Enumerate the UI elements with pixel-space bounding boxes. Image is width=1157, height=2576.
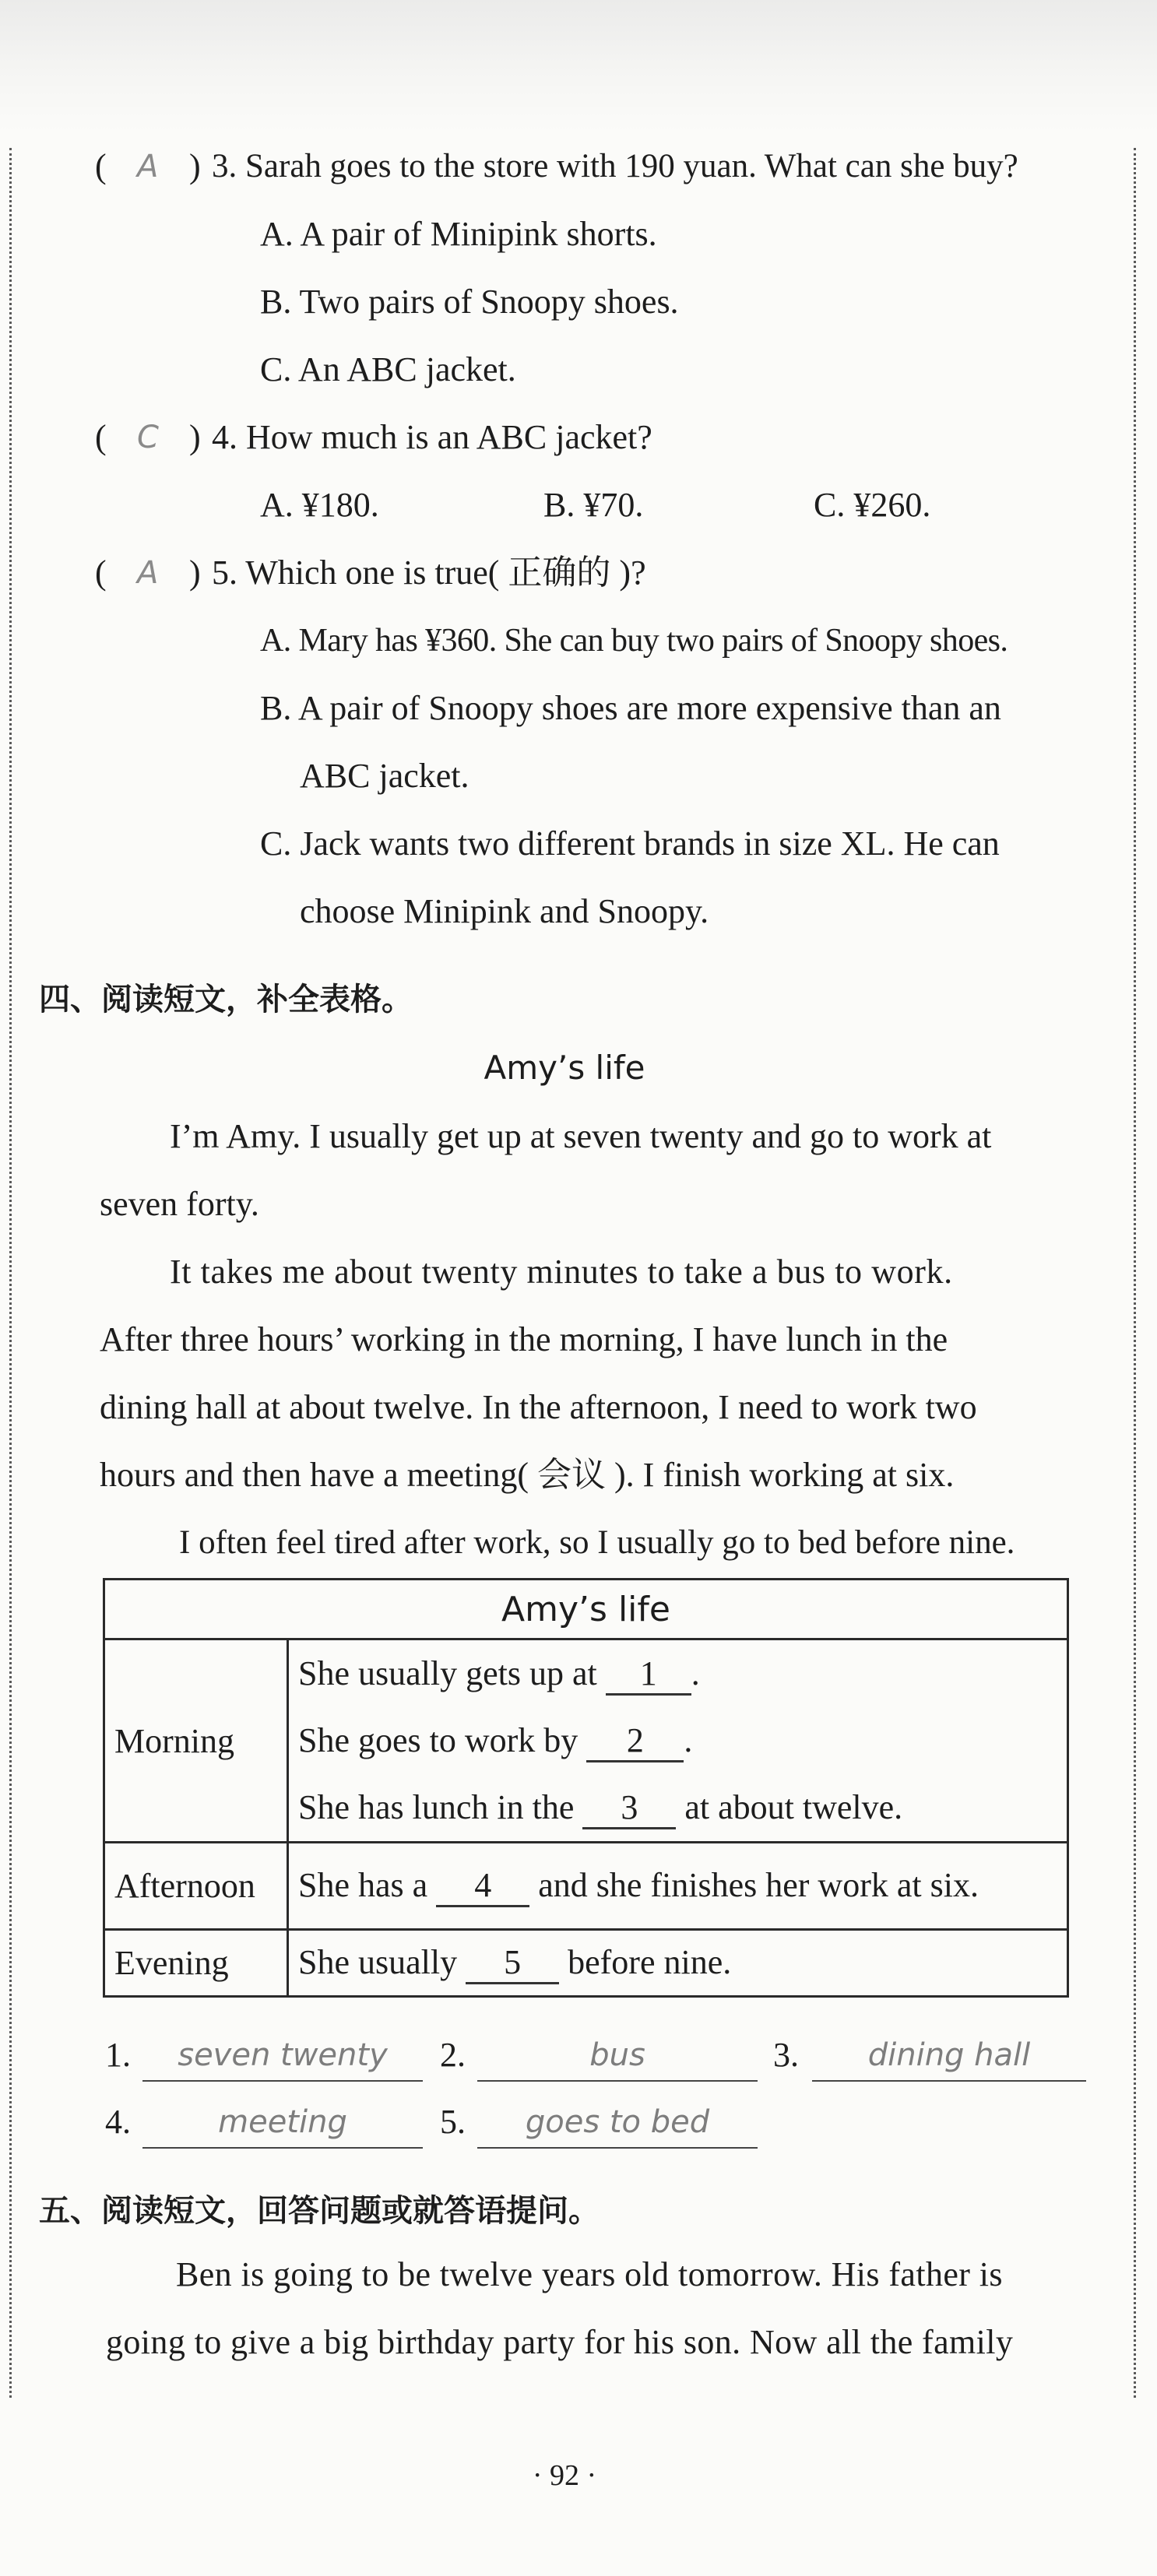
afternoon-label: Afternoon bbox=[104, 1843, 288, 1930]
blank-3: 3 bbox=[582, 1788, 676, 1829]
answer-line-3 bbox=[812, 2033, 1086, 2082]
amys-life-table bbox=[103, 1578, 1069, 1998]
morning-cell bbox=[288, 1639, 1068, 1843]
answer-q3: A bbox=[137, 149, 159, 185]
passage-line: going to give a big birthday party for his son. Now all the family bbox=[106, 2323, 1014, 2361]
question-5-stem: 5. Which one is true( 正确的 )? bbox=[212, 554, 646, 592]
blank-5: 5 bbox=[466, 1943, 559, 1984]
row-text: She usually gets up at bbox=[298, 1654, 597, 1692]
section-4-heading: 四、阅读短文，补全表格。 bbox=[39, 982, 413, 1017]
passage-line: dining hall at about twelve. In the afternoon, I need to work two bbox=[100, 1388, 977, 1426]
q4-option-b: B. ¥70. bbox=[543, 486, 644, 524]
table-row bbox=[298, 1774, 1057, 1841]
afternoon-cell bbox=[288, 1843, 1068, 1930]
answer-number-3: 3. bbox=[773, 2036, 799, 2074]
row-text: . bbox=[691, 1654, 700, 1692]
row-text: and she finishes her work at six. bbox=[538, 1865, 979, 1904]
passage-line: I’m Amy. I usually get up at seven twenty and go to work at bbox=[170, 1117, 992, 1155]
answer-text-1: seven twenty bbox=[178, 2037, 388, 2073]
q3-option-c: C. An ABC jacket. bbox=[260, 350, 516, 388]
paren-left-q4: ( bbox=[95, 418, 107, 456]
answer-number-4: 4. bbox=[105, 2103, 131, 2141]
q3-option-a: A. A pair of Minipink shorts. bbox=[260, 215, 657, 253]
section-5-heading: 五、阅读短文，回答问题或就答语提问。 bbox=[39, 2193, 600, 2229]
table-caption: Amy’s life bbox=[104, 1580, 1068, 1639]
evening-cell bbox=[288, 1930, 1068, 1997]
left-dotted-margin bbox=[9, 148, 12, 2398]
row-text: at about twelve. bbox=[684, 1788, 903, 1826]
page-number: · 92 · bbox=[532, 2459, 597, 2492]
paren-right-q3: ) bbox=[189, 147, 201, 185]
answer-number-5: 5. bbox=[440, 2103, 466, 2141]
q5-option-b-cont: ABC jacket. bbox=[300, 757, 469, 795]
answer-number-1: 1. bbox=[105, 2036, 131, 2074]
right-dotted-margin bbox=[1134, 148, 1136, 2398]
morning-label: Morning bbox=[104, 1639, 288, 1843]
answer-line-5 bbox=[477, 2100, 758, 2149]
paren-right-q5: ) bbox=[189, 554, 201, 592]
evening-label: Evening bbox=[104, 1930, 288, 1997]
q3-option-b: B. Two pairs of Snoopy shoes. bbox=[260, 283, 679, 321]
paren-left-q5: ( bbox=[95, 554, 107, 592]
q4-option-c: C. ¥260. bbox=[814, 486, 931, 524]
answer-line-1 bbox=[142, 2033, 423, 2082]
row-text: She goes to work by bbox=[298, 1721, 578, 1759]
q5-option-c: C. Jack wants two different brands in size XL. He can bbox=[260, 824, 1000, 863]
passage-line: Ben is going to be twelve years old tomorrow. His father is bbox=[176, 2255, 1003, 2293]
row-text: She usually bbox=[298, 1942, 458, 1981]
q5-option-a: A. Mary has ¥360. She can buy two pairs of Snoopy shoes. bbox=[260, 623, 1008, 659]
q5-option-c-cont: choose Minipink and Snoopy. bbox=[300, 892, 709, 930]
question-4-stem: 4. How much is an ABC jacket? bbox=[212, 418, 652, 456]
blank-1: 1 bbox=[606, 1654, 691, 1696]
answer-text-5: goes to bed bbox=[525, 2104, 710, 2140]
scan-shadow bbox=[0, 0, 1157, 132]
answer-text-2: bus bbox=[589, 2037, 645, 2073]
table-row bbox=[298, 1707, 1057, 1774]
row-text: . bbox=[684, 1721, 693, 1759]
passage-line: seven forty. bbox=[100, 1185, 259, 1223]
answer-q4: C bbox=[137, 420, 159, 455]
passage-title: Amy’s life bbox=[484, 1049, 645, 1087]
passage-line: I often feel tired after work, so I usually go to bed before nine. bbox=[179, 1524, 1015, 1561]
row-text: before nine. bbox=[568, 1942, 732, 1981]
answer-number-2: 2. bbox=[440, 2036, 466, 2074]
answer-text-4: meeting bbox=[218, 2104, 347, 2140]
answer-line-4 bbox=[142, 2100, 423, 2149]
q5-option-b: B. A pair of Snoopy shoes are more expensive than an bbox=[260, 689, 1001, 727]
passage-line: It takes me about twenty minutes to take a bus to work. bbox=[170, 1253, 953, 1291]
q4-option-a: A. ¥180. bbox=[260, 486, 379, 524]
row-text: She has lunch in the bbox=[298, 1788, 575, 1826]
paren-left-q3: ( bbox=[95, 147, 107, 185]
paren-right-q4: ) bbox=[189, 418, 201, 456]
answer-text-3: dining hall bbox=[867, 2037, 1031, 2073]
passage-line: After three hours’ working in the morning, I have lunch in the bbox=[100, 1320, 948, 1358]
answer-line-2 bbox=[477, 2033, 758, 2082]
blank-2: 2 bbox=[586, 1721, 684, 1762]
passage-line: hours and then have a meeting( 会议 ). I finish working at six. bbox=[100, 1456, 955, 1494]
answer-q5: A bbox=[137, 555, 159, 591]
blank-4: 4 bbox=[436, 1866, 529, 1907]
table-row bbox=[298, 1640, 1057, 1707]
question-3-stem: 3. Sarah goes to the store with 190 yuan. What can she buy? bbox=[212, 148, 1018, 185]
row-text: She has a bbox=[298, 1865, 428, 1904]
